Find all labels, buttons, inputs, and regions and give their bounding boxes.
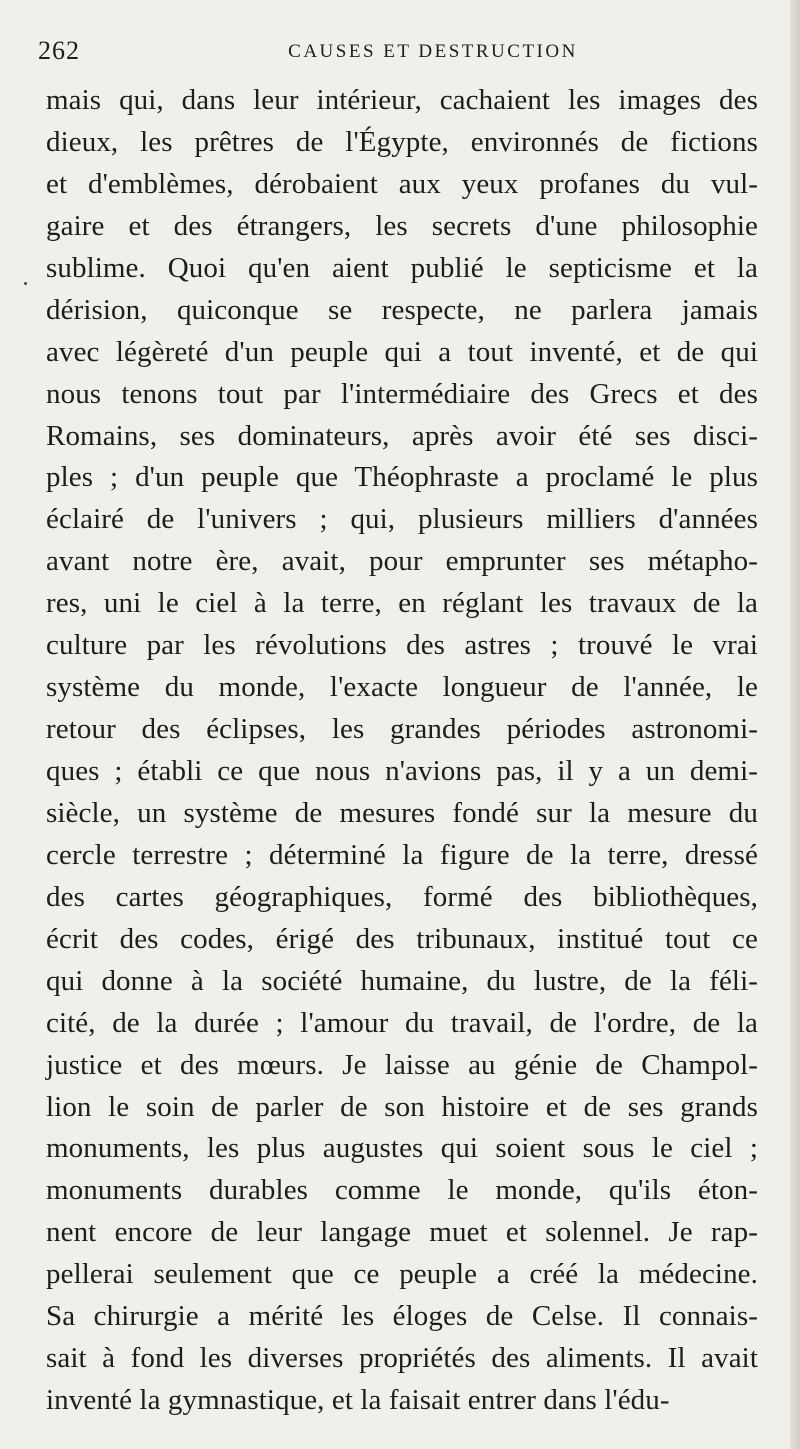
text-line: nent encore de leur langage muet et solennel. Je rap- [46, 1216, 758, 1249]
text-line: monuments, les plus augustes qui soient sous le ciel ; [46, 1132, 758, 1165]
text-line: éclairé de l'univers ; qui, plusieurs milliers d'années [46, 503, 758, 536]
page-number: 262 [38, 36, 80, 65]
text-line: ples ; d'un peuple que Théophraste a proclamé le plus [46, 461, 758, 494]
text-line: qui donne à la société humaine, du lustre, de la féli- [46, 964, 758, 997]
text-line: Sa chirurgie a mérité les éloges de Celse. Il connais- [46, 1300, 758, 1333]
text-line: retour des éclipses, les grandes périodes astronomi- [46, 713, 758, 746]
margin-speck [24, 282, 27, 285]
text-line: sait à fond les diverses propriétés des aliments. Il avait [46, 1342, 758, 1375]
text-line: inventé la gymnastique, et la faisait entrer dans l'édu- [46, 1384, 670, 1417]
text-line: sublime. Quoi qu'en aient publié le septicisme et la [46, 251, 758, 284]
text-line: culture par les révolutions des astres ; trouvé le vrai [46, 629, 758, 662]
body-text [46, 80, 758, 1422]
text-line: des cartes géographiques, formé des bibliothèques, [46, 880, 758, 913]
text-line: mais qui, dans leur intérieur, cachaient les images des [46, 84, 758, 116]
text-line: système du monde, l'exacte longueur de l'année, le [46, 671, 758, 704]
text-line: ques ; établi ce que nous n'avions pas, il y a un demi- [46, 755, 758, 787]
text-line: Romains, ses dominateurs, après avoir été ses disci- [46, 419, 758, 452]
text-line: justice et des mœurs. Je laisse au génie de Champol- [46, 1048, 758, 1081]
running-title: CAUSES ET DESTRUCTION [288, 41, 578, 62]
text-line: avec légèreté d'un peuple qui a tout inventé, et de qui [46, 335, 758, 368]
text-line: monuments durables comme le monde, qu'ils éton- [46, 1174, 758, 1207]
text-line: cercle terrestre ; déterminé la figure de la terre, dressé [46, 838, 758, 871]
text-line: écrit des codes, érigé des tribunaux, institué tout ce [46, 922, 758, 955]
text-line: nous tenons tout par l'intermédiaire des Grecs et des [46, 377, 758, 410]
page-edge [790, 0, 800, 1449]
text-line: gaire et des étrangers, les secrets d'une philosophie [46, 209, 758, 242]
text-line: dieux, les prêtres de l'Égypte, environnés de fictions [46, 125, 758, 158]
text-line: et d'emblèmes, dérobaient aux yeux profanes du vul- [46, 167, 758, 200]
text-line: pellerai seulement que ce peuple a créé la médecine. [46, 1258, 758, 1291]
text-line: lion le soin de parler de son histoire et de ses grands [46, 1090, 758, 1123]
running-head [38, 36, 758, 66]
text-line: avant notre ère, avait, pour emprunter ses métapho- [46, 545, 758, 578]
text-line: dérision, quiconque se respecte, ne parlera jamais [46, 293, 758, 326]
text-line: cité, de la durée ; l'amour du travail, de l'ordre, de la [46, 1006, 758, 1039]
text-line: siècle, un système de mesures fondé sur la mesure du [46, 796, 758, 829]
text-line: res, uni le ciel à la terre, en réglant les travaux de la [46, 587, 758, 620]
